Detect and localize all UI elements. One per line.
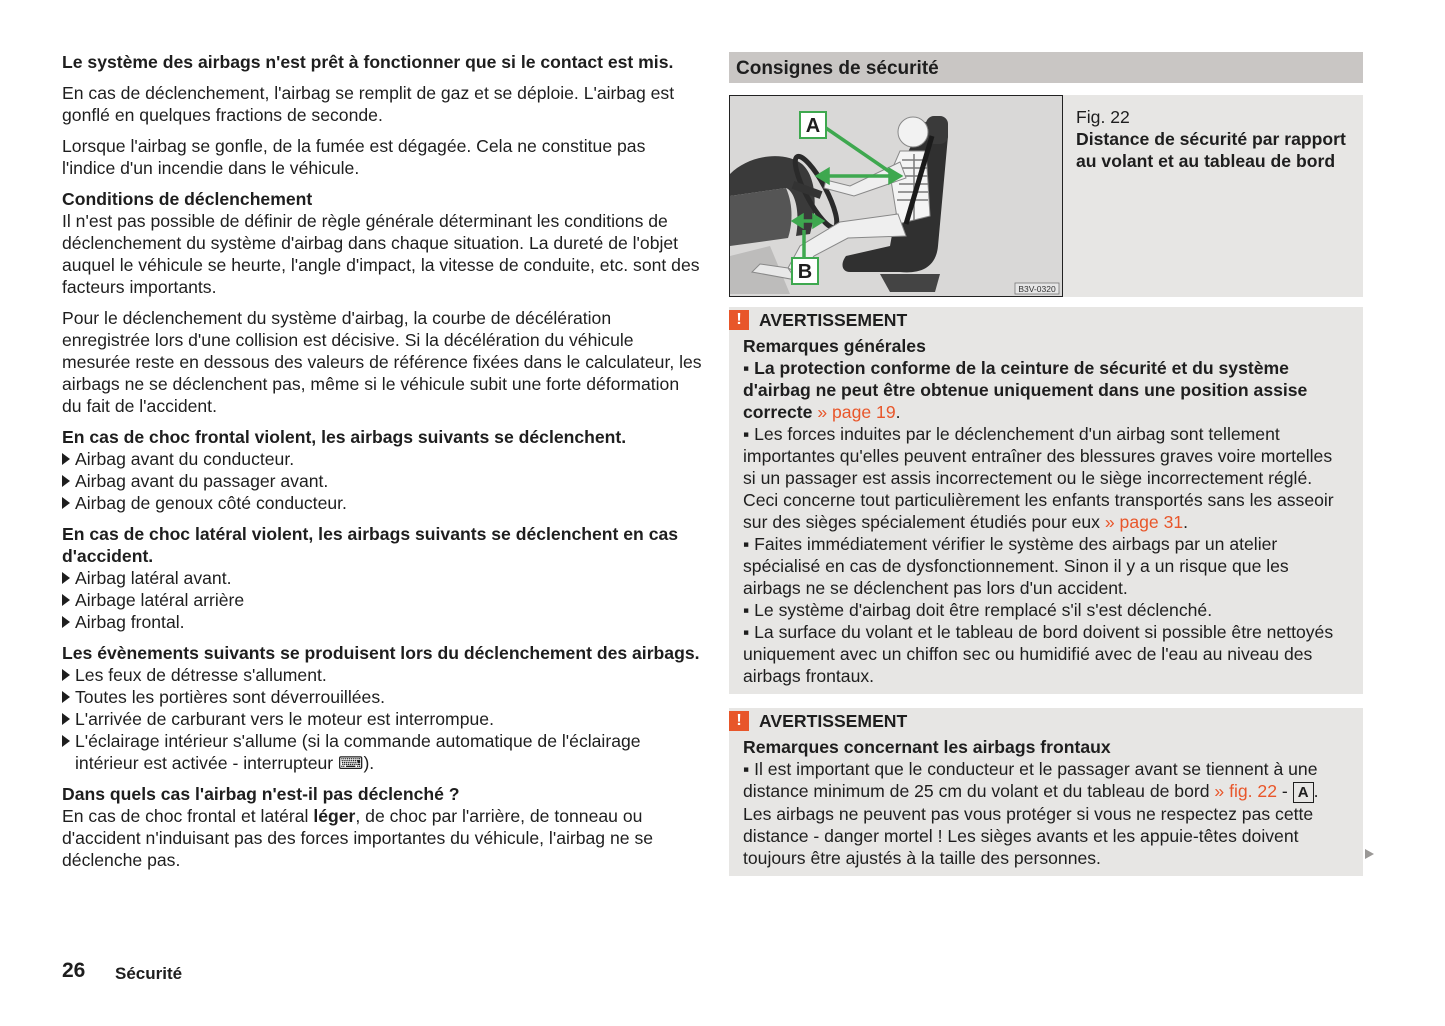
warning-item: ▪ Faites immédiatement vérifier le système des airbags par un atelier spécialisé en cas de dysfonctionnement. Sinon il y a un risque que les airbags ne se déclenchent pas lors d'un accident. xyxy=(743,534,1289,598)
page-ref-link[interactable]: » page 19 xyxy=(817,402,896,422)
warning-item: ▪ Le système d'airbag doit être remplacé s'il s'est déclenché. xyxy=(743,600,1213,620)
warning-title: AVERTISSEMENT xyxy=(759,310,908,330)
label-a: A xyxy=(805,115,821,137)
warning-subtitle: Remarques concernant les airbags frontaux xyxy=(743,737,1111,757)
warning-item-text: ▪ Il est important que le conducteur et le passager avant se tiennent à une distance minimum de 25 cm du volant et du tableau de bord xyxy=(743,759,1318,801)
list-item: Airbag de genoux côté conducteur. xyxy=(62,492,702,514)
figure-caption-text: Distance de sécurité par rapport au volant et au tableau de bord xyxy=(1076,129,1346,171)
continue-arrow-icon xyxy=(1365,849,1374,859)
warning-item-text: Les airbags ne peuvent pas vous protéger si vous ne respectez pas cette distance - danger mortel ! Les sièges avants et les appuie-têtes doivent toujours être ajustés à la taille des personnes. xyxy=(743,804,1314,868)
warning-box-frontal xyxy=(729,708,1363,876)
deployment-paragraph: En cas de déclenchement, l'airbag se remplit de gaz et se déploie. L'airbag est gonflé en quelques fractions de seconde. xyxy=(62,83,675,125)
figure-illustration xyxy=(729,95,1063,297)
label-b: B xyxy=(797,261,813,283)
warning-item: ▪ La protection conforme de la ceinture de sécurité et du système d'airbag ne peut être obtenue uniquement dans une position assise correcte » page 19. xyxy=(743,358,1308,422)
list-item: Airbag latéral avant. xyxy=(62,567,702,589)
warning-header xyxy=(729,710,1349,732)
list-item: Airbag avant du passager avant. xyxy=(62,470,702,492)
warning-header xyxy=(729,309,1349,331)
deceleration-paragraph: Pour le déclenchement du système d'airbag, la courbe de décélération enregistrée lors d'une collision est décisive. Si la décélération du véhicule mesurée reste en dessous des valeurs de référence fixées dans le calculateur, les airbags ne se déclenchent pas, même si le véhicule subit une forte déformation du fait de l'accident. xyxy=(62,308,702,416)
warning-box-general xyxy=(729,307,1363,694)
warning-item: ▪ La surface du volant et le tableau de bord doivent si possible être nettoyés uniquement avec un chiffon sec ou humidifié avec de l'eau au niveau des airbags frontaux. xyxy=(743,622,1334,686)
not-deployed-heading: Dans quels cas l'airbag n'est-il pas déclenché ? xyxy=(62,784,460,804)
warning-subtitle: Remarques générales xyxy=(743,336,926,356)
events-heading: Les évènements suivants se produisent lors du déclenchement des airbags. xyxy=(62,643,700,663)
conditions-text: Il n'est pas possible de définir de règle générale déterminant les conditions de déclenchement du système d'airbag dans chaque situation. La dureté de l'objet auquel le véhicule se heurte, l'angle d'impact, la vitesse de conduite, etc. sont des facteurs importants. xyxy=(62,211,700,297)
page-number: 26 xyxy=(62,959,86,982)
list-item: Airbage latéral arrière xyxy=(62,589,702,611)
list-item: Les feux de détresse s'allument. xyxy=(62,664,702,686)
warning-icon: ! xyxy=(729,711,749,731)
left-column xyxy=(62,51,702,880)
list-item: Toutes les portières sont déverrouillées. xyxy=(62,686,702,708)
conditions-section xyxy=(62,188,702,298)
dash: - xyxy=(1277,781,1293,801)
frontal-heading: En cas de choc frontal violent, les airbags suivants se déclenchent. xyxy=(62,427,627,447)
side-heading: En cas de choc latéral violent, les airbags suivants se déclenchent en cas d'accident. xyxy=(62,524,679,566)
not-deployed-text xyxy=(62,805,702,871)
smoke-paragraph: Lorsque l'airbag se gonfle, de la fumée est dégagée. Cela ne constitue pas l'indice d'un incendie dans le véhicule. xyxy=(62,136,646,178)
footer-section-title: Sécurité xyxy=(115,964,183,983)
not-deployed-text-bold: léger xyxy=(313,806,356,826)
list-item: L'arrivée de carburant vers le moteur est interrompue. xyxy=(62,708,702,730)
warning-title: AVERTISSEMENT xyxy=(759,711,908,731)
warning-item-text: ▪ Les forces induites par le déclenchement d'un airbag sont tellement importantes qu'elles peuvent entraîner des blessures graves voire mortelles si un passager est assis incorrectement ou le siège incorrectement réglé. Ceci concerne tout particulièrement les enfants transportés sans les asseoir sur des sièges spécialement étudiés pour eux xyxy=(743,424,1334,532)
section-title: Consignes de sécurité xyxy=(729,52,1363,83)
figure-caption xyxy=(1063,95,1363,297)
figure-code: B3V-0320 xyxy=(1018,284,1056,294)
figure-row xyxy=(729,95,1363,297)
warning-icon: ! xyxy=(729,310,749,330)
label-a-box: A xyxy=(1293,782,1314,803)
frontal-section xyxy=(62,426,702,514)
events-section xyxy=(62,642,702,774)
list-item: Airbag frontal. xyxy=(62,611,702,633)
not-deployed-section xyxy=(62,783,702,871)
not-deployed-text-pre: En cas de choc frontal et latéral xyxy=(62,806,314,826)
conditions-heading: Conditions de déclenchement xyxy=(62,189,313,209)
warning-item: ▪ Les forces induites par le déclenchement d'un airbag sont tellement importantes qu'elles peuvent entraîner des blessures graves voire mortelles si un passager est assis incorrectement ou le siège incorrectement réglé. Ceci concerne tout particulièrement les enfants transportés sans les asseoir sur des sièges spécialement étudiés pour eux » page 31. xyxy=(743,424,1334,532)
right-column xyxy=(729,52,1363,876)
warning-item: ▪ Il est important que le conducteur et le passager avant se tiennent à une distance minimum de 25 cm du volant et du tableau de bord » fig. 22 - A . Les airbags ne peuvent pas vous protéger si vous ne respectez pas cette distance - danger mortel ! Les sièges avants et les appuie-têtes doivent toujours être ajustés à la taille des personnes. xyxy=(743,759,1319,868)
intro-bold-paragraph: Le système des airbags n'est prêt à fonctionner que si le contact est mis. xyxy=(62,52,674,72)
warning-item-bold: ▪ La protection conforme de la ceinture de sécurité et du système d'airbag ne peut être obtenue uniquement dans une position assise correcte xyxy=(743,358,1308,422)
driver-seat-illustration xyxy=(730,96,1061,295)
not-deployed-text-post: , de choc par l'arrière, de tonneau ou d'accident n'induisant pas des forces importantes du véhicule, l'airbag ne se déclenche pas. xyxy=(62,806,654,870)
list-item: Airbag avant du conducteur. xyxy=(62,448,702,470)
figure-number: Fig. 22 xyxy=(1076,107,1130,127)
page-ref-link[interactable]: » page 31 xyxy=(1104,512,1184,532)
list-item: L'éclairage intérieur s'allume (si la commande automatique de l'éclairage intérieur est activée - interrupteur ⌨). xyxy=(62,730,702,774)
side-section xyxy=(62,523,702,633)
figure-ref-link[interactable]: » fig. 22 xyxy=(1214,781,1278,801)
